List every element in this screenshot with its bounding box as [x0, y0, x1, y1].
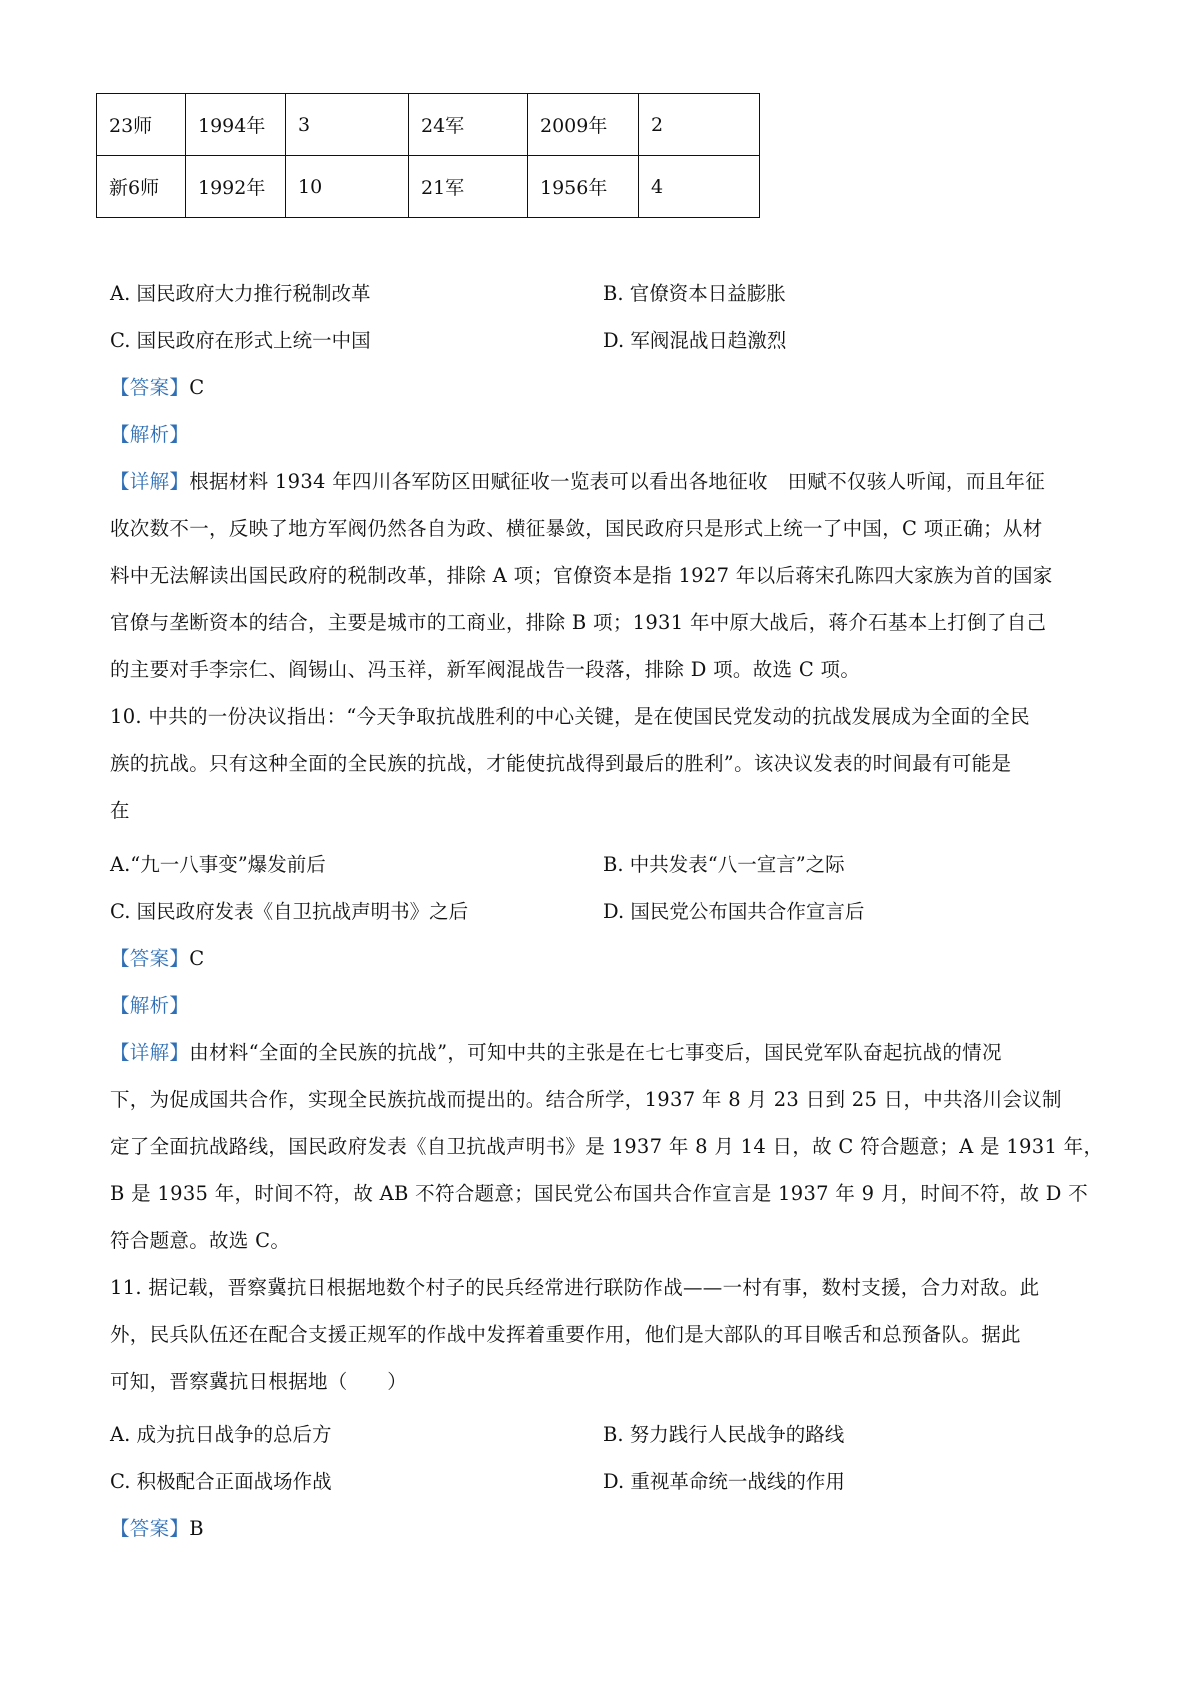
detail-text: 由材料“全面的全民族的抗战”，可知中共的主张是在七七事变后，国民党军队奋起抗战的情况: [189, 1041, 1002, 1064]
q10-answer: [110, 944, 204, 974]
table-cell: 1956年: [528, 156, 639, 218]
q10-option-d: D. 国民党公布国共合作宣言后: [603, 900, 865, 923]
table-cell: 2009年: [528, 94, 639, 156]
detail-tag: 【详解】: [110, 1041, 190, 1064]
tax-table: [96, 93, 760, 218]
table-cell: 新6师: [97, 156, 186, 218]
q9-detail-line: 的主要对手李宗仁、阎锡山、冯玉祥，新军阀混战告一段落，排除 D 项。故选 C 项。: [110, 658, 861, 681]
table-cell: 10: [286, 156, 409, 218]
q11-option-c: C. 积极配合正面战场作战: [110, 1470, 332, 1493]
q11-option-a: A. 成为抗日战争的总后方: [110, 1423, 332, 1446]
q11-stem-line: 外，民兵队伍还在配合支援正规军的作战中发挥着重要作用，他们是大部队的耳目喉舌和总预备队。据此: [110, 1323, 1021, 1346]
q9-detail-line: 官僚与垄断资本的结合，主要是城市的工商业，排除 B 项；1931 年中原大战后，蒋介石基本上打倒了自己: [110, 611, 1047, 634]
q9-detail-line: 收次数不一，反映了地方军阀仍然各自为政、横征暴敛，国民政府只是形式上统一了中国，C 项正确；从材: [110, 517, 1043, 540]
answer-tag: 【答案】: [110, 947, 190, 970]
q10-stem-line: 在: [110, 799, 130, 822]
q10-option-a: A.“九一八事变”爆发前后: [110, 853, 326, 876]
q11-stem-line: 11. 据记载，晋察冀抗日根据地数个村子的民兵经常进行联防作战——一村有事，数村支援，合力对敌。此: [110, 1276, 1040, 1299]
q9-analysis-tag: 【解析】: [110, 423, 190, 446]
q9-option-d: D. 军阀混战日趋激烈: [603, 329, 787, 352]
q10-detail-line: 定了全面抗战路线，国民政府发表《自卫抗战声明书》是 1937 年 8 月 14 日，故 C 符合题意；A 是 1931 年，: [110, 1135, 1104, 1158]
q9-detail-line: [110, 467, 1045, 497]
q10-stem-line: 10. 中共的一份决议指出：“今天争取抗战胜利的中心关键，是在使国民党发动的抗战发展成为全面的全民: [110, 705, 1030, 728]
q9-option-c: C. 国民政府在形式上统一中国: [110, 329, 371, 352]
q10-detail-line: 下，为促成国共合作，实现全民族抗战而提出的。结合所学，1937 年 8 月 23 日到 25 日，中共洛川会议制: [110, 1088, 1062, 1111]
answer-value: B: [189, 1517, 204, 1540]
q10-analysis-tag: 【解析】: [110, 994, 190, 1017]
q10-stem-line: 族的抗战。只有这种全面的全民族的抗战，才能使抗战得到最后的胜利”。该决议发表的时间最有可能是: [110, 752, 1012, 775]
q10-option-b: B. 中共发表“八一宣言”之际: [603, 853, 845, 876]
answer-tag: 【答案】: [110, 1517, 190, 1540]
q9-answer: [110, 373, 204, 403]
q11-option-b: B. 努力践行人民战争的路线: [603, 1423, 845, 1446]
table-cell: 4: [639, 156, 760, 218]
q9-option-a: A. 国民政府大力推行税制改革: [110, 282, 371, 305]
q10-detail-line: [110, 1038, 1002, 1068]
q9-option-b: B. 官僚资本日益膨胀: [603, 282, 786, 305]
table-row: [97, 94, 760, 156]
answer-value: C: [189, 376, 205, 399]
q11-stem-line: 可知，晋察冀抗日根据地（ ）: [110, 1370, 408, 1393]
table-cell: 2: [639, 94, 760, 156]
table-cell: 24军: [409, 94, 528, 156]
q10-option-c: C. 国民政府发表《自卫抗战声明书》之后: [110, 900, 469, 923]
q10-detail-line: B 是 1935 年，时间不符，故 AB 不符合题意；国民党公布国共合作宣言是 1937 年 9 月，时间不符，故 D 不: [110, 1182, 1089, 1205]
detail-text: 根据材料 1934 年四川各军防区田赋征收一览表可以看出各地征收 田赋不仅骇人听闻，而且年征: [189, 470, 1046, 493]
q10-detail-line: 符合题意。故选 C。: [110, 1229, 291, 1252]
table-row: [97, 156, 760, 218]
detail-tag: 【详解】: [110, 470, 190, 493]
answer-value: C: [189, 947, 205, 970]
q9-detail-line: 料中无法解读出国民政府的税制改革，排除 A 项；官僚资本是指 1927 年以后蒋宋孔陈四大家族为首的国家: [110, 564, 1053, 587]
q11-answer: [110, 1514, 204, 1544]
table-cell: 21军: [409, 156, 528, 218]
table-cell: 23师: [97, 94, 186, 156]
table-cell: 1992年: [186, 156, 286, 218]
answer-tag: 【答案】: [110, 376, 190, 399]
table-cell: 1994年: [186, 94, 286, 156]
q11-option-d: D. 重视革命统一战线的作用: [603, 1470, 845, 1493]
table-cell: 3: [286, 94, 409, 156]
